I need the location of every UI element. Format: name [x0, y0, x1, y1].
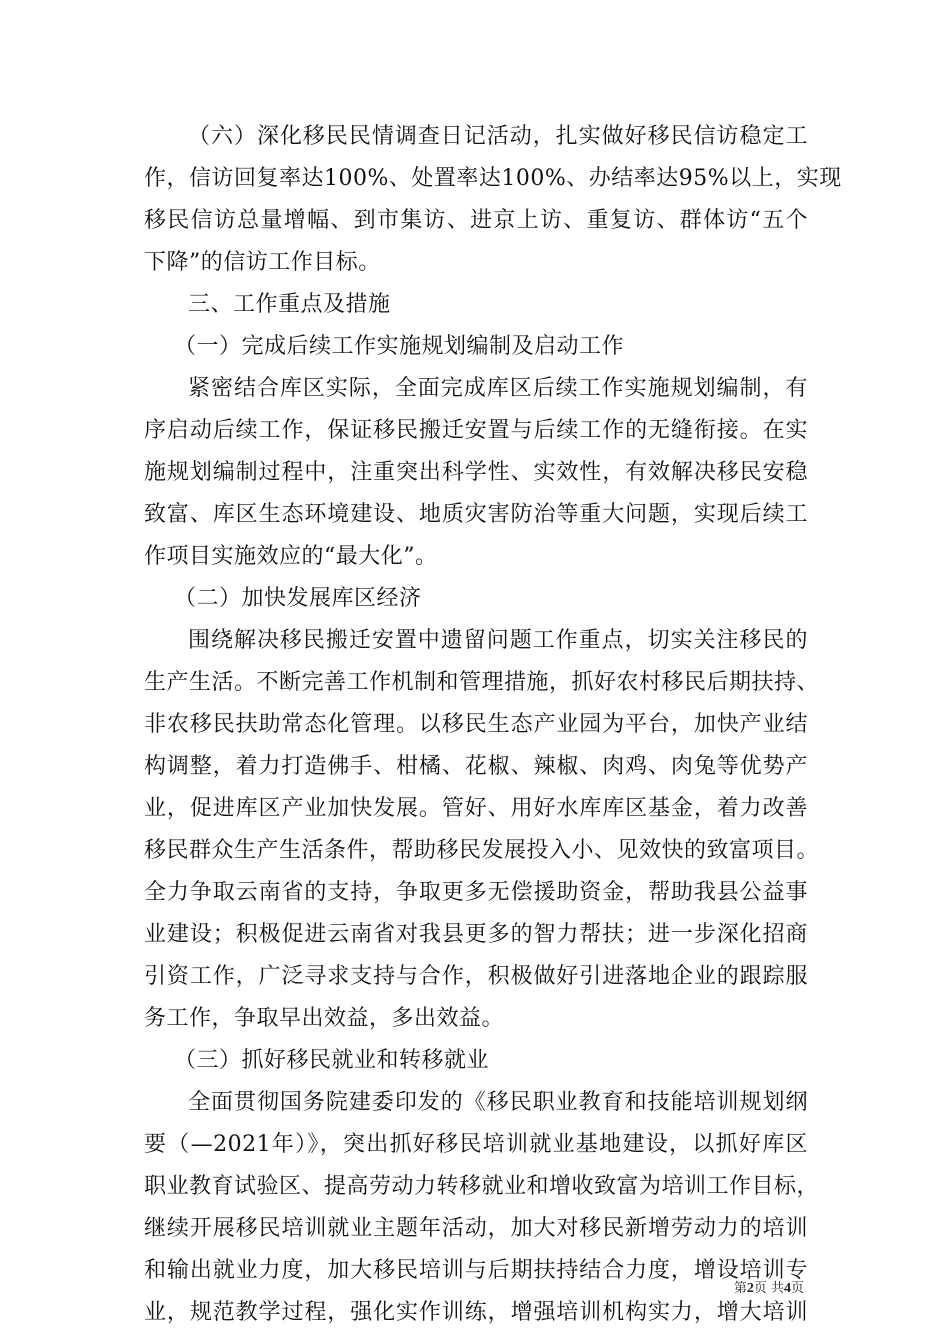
paragraph-line: 围绕解决移民搬迁安置中遗留问题工作重点，切实关注移民的: [188, 628, 808, 653]
document-body: [144, 116, 842, 1334]
total-page-number: 4: [783, 1281, 791, 1296]
paragraph-line: 全面贯彻国务院建委印发的《移民职业教育和技能培训规划纲: [188, 1090, 808, 1115]
paragraph-line: 施规划编制过程中，注重突出科学性、实效性，有效解决移民安稳: [144, 460, 808, 485]
page-prefix: 第: [733, 1281, 747, 1296]
paragraph-line: 致富、库区生态环境建设、地质灾害防治等重大问题，实现后续工: [144, 502, 808, 527]
paragraph-line: 全力争取云南省的支持，争取更多无偿援助资金，帮助我县公益事: [144, 880, 808, 905]
paragraph-line: 构调整，着力打造佛手、柑橘、花椒、辣椒、肉鸡、肉兔等优势产: [144, 754, 808, 779]
paragraph-line: 移民信访总量增幅、到市集访、进京上访、重复访、群体访“五个: [144, 208, 808, 233]
current-page-number: 2: [746, 1281, 754, 1296]
paragraph-line: 业建设；积极促进云南省对我县更多的智力帮扶；进一步深化招商: [144, 922, 808, 947]
paragraph-line: 引资工作，广泛寻求支持与合作，积极做好引进落地企业的跟踪服: [144, 964, 808, 989]
page-middle-text: 页 共: [753, 1281, 784, 1296]
paragraph-line: 下降”的信访工作目标。: [144, 250, 381, 275]
paragraph-line: 紧密结合库区实际，全面完成库区后续工作实施规划编制，有: [188, 376, 808, 401]
paragraph-line: 移民群众生产生活条件，帮助移民发展投入小、见效快的致富项目。: [144, 838, 820, 863]
paragraph-line: 业，促进库区产业加快发展。管好、用好水库库区基金，着力改善: [144, 796, 808, 821]
page-suffix: 页: [790, 1281, 804, 1296]
subsection-heading: （二）加快发展库区经济: [174, 586, 422, 611]
paragraph-line: （六）深化移民民情调查日记活动，扎实做好移民信访稳定工: [188, 124, 808, 149]
paragraph-line: 务工作，争取早出效益，多出效益。: [144, 1006, 505, 1031]
page-number-footer: [734, 1277, 804, 1297]
paragraph-line: 要（—2021年）》，突出抓好移民培训就业基地建设，以抓好库区: [144, 1132, 808, 1157]
paragraph-line: 继续开展移民培训就业主题年活动，加大对移民新增劳动力的培训: [144, 1216, 808, 1241]
paragraph-line: 生产生活。不断完善工作机制和管理措施，抓好农村移民后期扶持、: [144, 670, 820, 695]
subsection-heading: （三）抓好移民就业和转移就业: [174, 1048, 490, 1073]
paragraph-line: 序启动后续工作，保证移民搬迁安置与后续工作的无缝衔接。在实: [144, 418, 808, 443]
paragraph-line: 作项目实施效应的“最大化”。: [144, 544, 438, 569]
section-heading: 三、工作重点及措施: [188, 292, 391, 317]
subsection-heading: （一）完成后续工作实施规划编制及启动工作: [174, 334, 625, 359]
paragraph-line: 业，规范教学过程，强化实作训练，增强培训机构实力，增大培训: [144, 1300, 808, 1325]
paragraph-line: 非农移民扶助常态化管理。以移民生态产业园为平台，加快产业结: [144, 712, 808, 737]
paragraph-line: 作，信访回复率达100%、处置率达100%、办结率达95%以上，实现: [144, 166, 842, 191]
paragraph-line: 和输出就业力度，加大移民培训与后期扶持结合力度，增设培训专: [144, 1258, 808, 1283]
paragraph-line: 职业教育试验区、提高劳动力转移就业和增收致富为培训工作目标，: [144, 1174, 820, 1199]
